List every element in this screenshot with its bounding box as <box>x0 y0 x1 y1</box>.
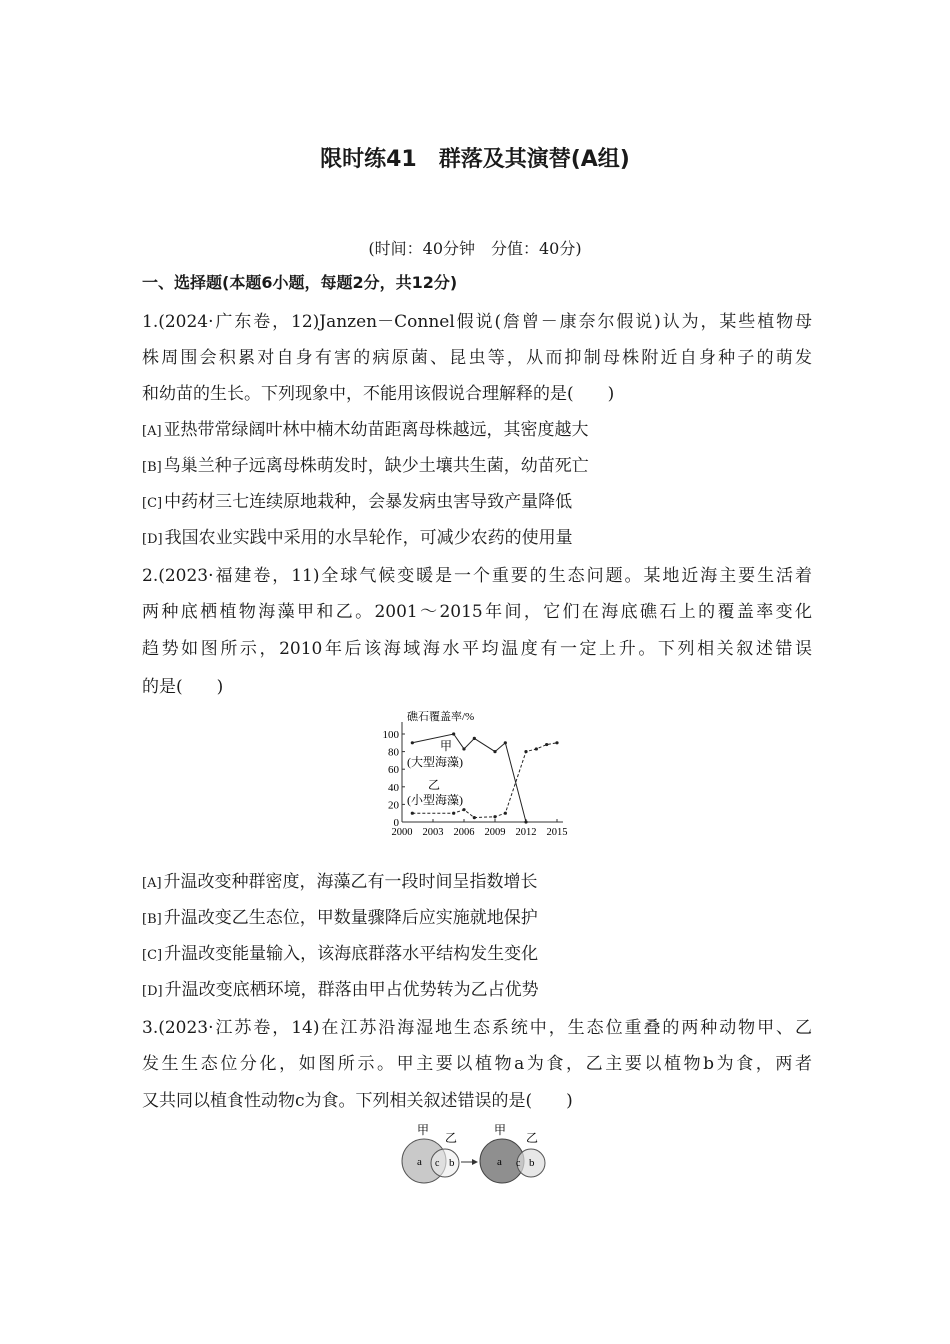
q2-line-2: 两种底栖植物海藻甲和乙。2001～2015年间，它们在海底礁石上的覆盖率变化 <box>142 602 812 622</box>
option-text: 升温改变乙生态位，甲数量骤降后应实施就地保护 <box>163 908 538 928</box>
q3-line-1: 3.(2023·江苏卷，14)在江苏沿海湿地生态系统中，生态位重叠的两种动物甲、乙 <box>142 1018 812 1038</box>
data-point <box>504 812 507 815</box>
q1-option-c[interactable] <box>142 490 812 516</box>
y-tick-label: 60 <box>388 764 399 777</box>
q1-option-b[interactable] <box>142 454 812 480</box>
series-label-yi: 乙 <box>428 778 441 792</box>
data-point <box>493 815 496 818</box>
y-tick-label: 0 <box>393 817 399 829</box>
coverage-line-chart <box>370 705 585 845</box>
q2-option-d[interactable] <box>142 978 812 1004</box>
y-tick-label: 40 <box>388 781 399 794</box>
data-point <box>411 812 414 815</box>
label-b: b <box>449 1157 455 1169</box>
label-b: b <box>529 1157 535 1169</box>
option-text: 升温改变种群密度，海藻乙有一段时间呈指数增长 <box>163 872 538 892</box>
data-point <box>555 741 558 744</box>
section-heading: 一、选择题(本题6小题，每题2分，共12分) <box>142 273 458 292</box>
data-point <box>524 820 527 823</box>
q2-line-3: 趋势如图所示，2010年后该海域海水平均温度有一定上升。下列相关叙述错误 <box>142 639 812 659</box>
q1-option-d[interactable] <box>142 526 812 552</box>
option-label: [C] <box>142 948 163 963</box>
x-tick-label: 2003 <box>422 827 444 838</box>
data-point <box>452 812 455 815</box>
q1-line-3: 和幼苗的生长。下列现象中，不能用该假说合理解释的是( ) <box>142 384 615 404</box>
data-point <box>411 741 414 744</box>
q1-line-2: 株周围会积累对自身有害的病原菌、昆虫等，从而抑制母株附近自身种子的萌发 <box>142 348 812 368</box>
q3-line-2: 发生生态位分化，如图所示。甲主要以植物a为食，乙主要以植物b为食，两者 <box>142 1054 812 1074</box>
q2-line-4: 的是( ) <box>142 677 224 697</box>
series-label-jia: 甲 <box>440 739 453 753</box>
q2-option-b[interactable] <box>142 906 812 932</box>
data-point <box>452 732 455 735</box>
q2-option-c[interactable] <box>142 942 812 968</box>
page-title: 限时练41 群落及其演替(A组) <box>320 147 630 172</box>
label-jia: 甲 <box>494 1123 507 1137</box>
data-point <box>524 750 527 753</box>
x-tick-label: 2006 <box>453 827 475 838</box>
x-tick-label: 2012 <box>515 827 537 838</box>
option-label: [D] <box>142 532 163 547</box>
data-point <box>462 747 465 750</box>
option-label: [C] <box>142 496 163 511</box>
y-axis-label: 礁石覆盖率/% <box>407 711 475 723</box>
label-yi: 乙 <box>526 1131 539 1145</box>
option-text: 中药材三七连续原地栽种，会暴发病虫害导致产量降低 <box>164 492 573 512</box>
y-tick-label: 100 <box>382 729 399 741</box>
series-sublabel-yi: (小型海藻) <box>407 793 463 807</box>
time-score-note: (时间：40分钟 分值：40分) <box>368 239 582 258</box>
label-yi: 乙 <box>445 1131 458 1145</box>
option-label: [A] <box>142 876 162 891</box>
label-a: a <box>497 1156 502 1168</box>
data-point <box>462 808 465 811</box>
option-label: [A] <box>142 424 162 439</box>
q3-line-3: 又共同以植食性动物c为食。下列相关叙述错误的是( ) <box>142 1091 573 1111</box>
data-point <box>545 743 548 746</box>
option-label: [B] <box>142 912 162 927</box>
q2-line-1: 2.(2023·福建卷，11)全球气候变暖是一个重要的生态问题。某地近海主要生活着 <box>142 566 812 586</box>
series-sublabel-jia: (大型海藻) <box>407 755 463 769</box>
option-text: 升温改变底栖环境，群落由甲占优势转为乙占优势 <box>164 980 539 1000</box>
x-tick-label: 2009 <box>484 827 506 838</box>
option-text: 亚热带常绿阔叶林中楠木幼苗距离母株越远，其密度越大 <box>163 420 589 440</box>
niche-diagram <box>395 1118 560 1188</box>
x-tick-label: 2000 <box>391 827 413 838</box>
data-point <box>473 737 476 740</box>
label-c: c <box>516 1158 521 1169</box>
y-tick-label: 80 <box>388 746 399 759</box>
data-point <box>473 816 476 819</box>
x-tick-label: 2015 <box>546 827 568 838</box>
option-label: [B] <box>142 460 162 475</box>
option-text: 我国农业实践中采用的水旱轮作，可减少农药的使用量 <box>164 528 573 548</box>
data-point <box>535 747 538 750</box>
data-point <box>504 741 507 744</box>
q2-option-a[interactable] <box>142 870 812 896</box>
q1-line-1: 1.(2024·广东卷，12)Janzen－Connel假说(詹曾－康奈尔假说)认为，某些植物母 <box>142 312 812 332</box>
option-text: 鸟巢兰种子远离母株萌发时，缺少土壤共生菌，幼苗死亡 <box>163 456 589 476</box>
label-c: c <box>435 1158 440 1169</box>
option-text: 升温改变能量输入，该海底群落水平结构发生变化 <box>164 944 539 964</box>
label-jia: 甲 <box>417 1123 430 1137</box>
label-a: a <box>417 1156 422 1168</box>
option-label: [D] <box>142 984 163 999</box>
q1-option-a[interactable] <box>142 418 812 444</box>
data-point <box>493 750 496 753</box>
y-tick-label: 20 <box>388 799 399 812</box>
